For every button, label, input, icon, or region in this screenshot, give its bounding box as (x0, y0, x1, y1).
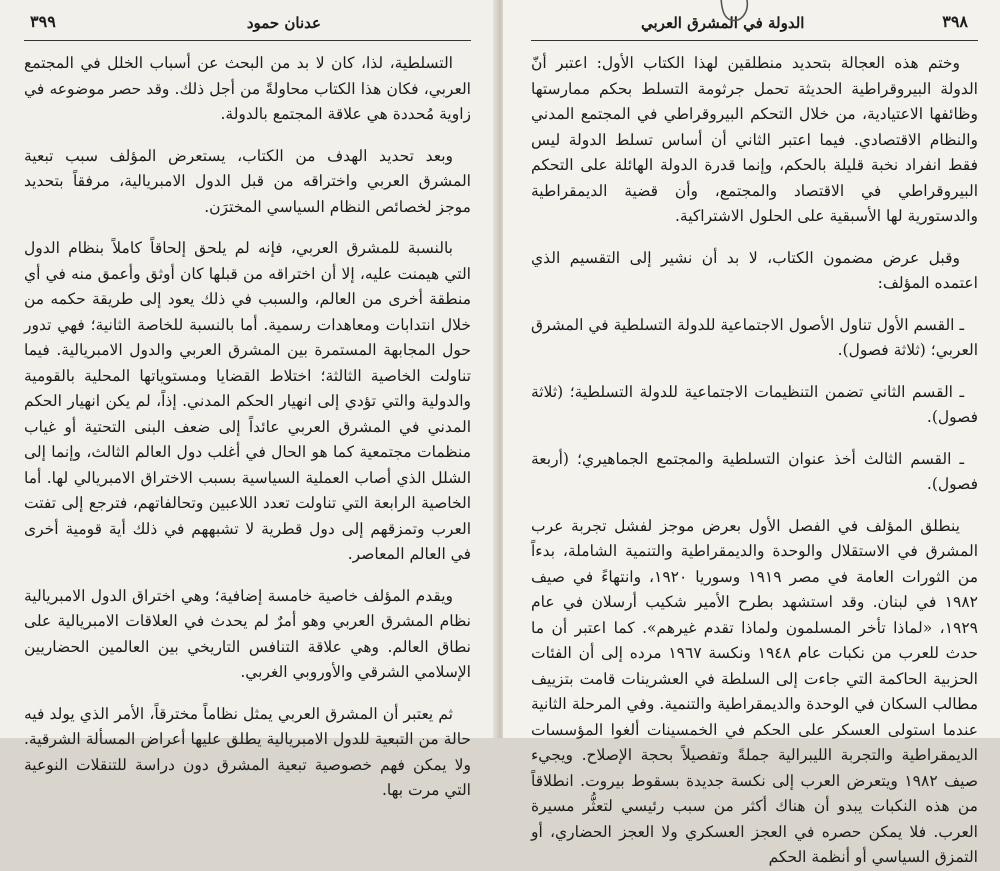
right-list-item-1: ـ القسم الأول تناول الأصول الاجتماعية للدولة التسلطية في المشرق العربي؛ (ثلاثة فصول). (531, 315, 978, 359)
left-paragraph-4: ويقدم المؤلف خاصية خامسة إضافية؛ وهي اختراق الدول الامبريالية نظام المشرق العربي وهو أمرٌ لم يحدث في العلاقات الامبريالية على نطاق العالم. وهي علاقة التنافس التاريخي بين العالمين الحضاريين الإسلامي الشرقي والأوروبي الغربي. (24, 586, 471, 681)
left-running-head-text: عدنان حمود (246, 14, 321, 32)
right-paragraph-2: وقبل عرض مضمون الكتاب، لا بد أن نشير إلى التقسيم الذي اعتمده المؤلف: (531, 248, 978, 292)
right-list-item-2: ـ القسم الثاني تضمن التنظيمات الاجتماعية للدولة التسلطية؛ (ثلاثة فصول). (531, 382, 978, 426)
right-page-number: ٣٩٨ (942, 12, 968, 31)
left-page (0, 0, 497, 799)
left-running-head (24, 0, 471, 40)
left-header-rule (24, 40, 471, 41)
right-list-item-3: ـ القسم الثالث أخذ عنوان التسلطية والمجتمع الجماهيري؛ (أربعة فصول). (531, 449, 978, 493)
right-page (503, 0, 1000, 866)
right-paragraph-1: وختم هذه العجالة بتحديد منطلقين لهذا الكتاب الأول: اعتبر أنّ الدولة البيروقراطية الحديثة تحمل جرثومة التسلط بحكم ممارستها وظائفها الاعتيادية، من خلال التحكم البيروقراطي في المجتمع المدني والنظام الاقتصادي. فيما اعتبر الثاني أن أساس تسلط الدولة ليس فقط انفراد نخبة قليلة بالحكم، وإنما قدرة الدولة الهائلة على التحكم البيروقراطي في الاقتصاد والمجتمع، وأن قضية الديمقراطية والدستورية لها الأسبقية على الحلول الاشتراكية. (531, 54, 978, 225)
left-paragraph-2: وبعد تحديد الهدف من الكتاب، يستعرض المؤلف سبب تبعية المشرق العربي واختراقه من قبل الدول الامبريالية، مرفقاً بتحديد موجز لخصائص النظام السياسي المخترَن. (24, 146, 471, 216)
left-paragraph-1: التسلطية، لذا، كان لا بد من البحث عن أسباب الخلل في المجتمع العربي، فكان هذا الكتاب محاولةً من أجل ذلك. وقد حصر موضوعه في زاوية مُحددة هي علاقة المجتمع بالدولة. (24, 54, 471, 123)
right-paragraph-3: ينطلق المؤلف في الفصل الأول بعرض موجز لفشل تجربة عرب المشرق في الاستقلال والوحدة والديمقراطية والتنمية الشاملة، بدءاً من الثورات العامة في مصر ١٩١٩ وسوريا ١٩٢٠، وانتهاءً في صيف ١٩٨٢ في لبنان. وقد استشهد بطرح الأمير شكيب أرسلان في عام ١٩٢٩، «لماذا تأخر المسلمون ولماذا تقدم غيرهم». كما اعتبر أن ما حدث للعرب من نكبات عام ١٩٤٨ ونكسة ١٩٦٧ مرده إلى أن الفئات الحزبية الحاكمة التي جاءت إلى السلطة في العشرينات قامت بتزييف مطالب السكان في الوحدة والديمقراطية والتنمية. وفي المرحلة الثانية عندما استولى العسكر على الحكم في الخمسينات ألغوا المؤسسات الديمقراطية والتجربة الليبرالية جملةً وتفصيلاً بحجة الإصلاح. ويجيء صيف ١٩٨٢ ويتعرض العرب إلى نكسة جديدة بسقوط بيروت. انطلاقاً من هذه النكبات يبدو أن هناك أكثر من سبب رئيسي لتعثُّر مسيرة العرب. فلا يمكن حصره في العجز العسكري ولا العجز الحضاري، أو التمزق السياسي أو أنظمة الحكم (531, 516, 978, 866)
left-paragraph-3: بالنسبة للمشرق العربي، فإنه لم يلحق إلحاقاً كاملاً بنظام الدول التي هيمنت عليه، إلا أن اختراقه من قبلها كان أوثق وأعمق منه في أي منطقة أخرى من العالم، والسبب في ذلك يعود إلى طريقة حكمه من خلال انتدابات ومعاهدات رسمية. أما بالنسبة للخاصة الثانية؛ فهي تدور حول المجابهة المستمرة بين المشرق العربي والدول الامبريالية. فيما تناولت الخاصية الثالثة؛ اختلاط القضايا ومستوياتها المحلية بالقومية والدولية والتي تؤدي إلى انهيار الحكم المدني. إذاً، لم يكن انهيار الحكم المدني في المشرق العربي عائداً إلى ضعف البنى التحتية أو غياب منظمات مجتمعية كما هو الحال في أغلب دول العالم الثالث، وإنما إلى الشلل الذي أصاب العملية السياسية بسبب الاختراق الامبريالي لها. أما الخاصية الرابعة التي تناولت تعدد اللاعبين وتحالفاتهم، فترجع إلى تفتت العرب وتمزقهم إلى دول قطرية لا تشبههم في ذلك أية قومية أخرى في العالم المعاصر. (24, 239, 471, 563)
left-page-number: ٣٩٩ (30, 12, 56, 31)
right-running-head-text: الدولة في المشرق العربي (641, 14, 805, 32)
right-header-rule (531, 40, 978, 41)
paperclip-icon (715, 0, 755, 26)
left-paragraph-5: ثم يعتبر أن المشرق العربي يمثل نظاماً مخترقاً، الأمر الذي يولد فيه حالة من التبعية للدول الامبريالية يطلق عليها أعراض المسألة الشرقية. ولا يمكن فهم خصوصية تبعية المشرق دون دراسة للتنقلات النوعية التي مرت بها. (24, 704, 471, 799)
